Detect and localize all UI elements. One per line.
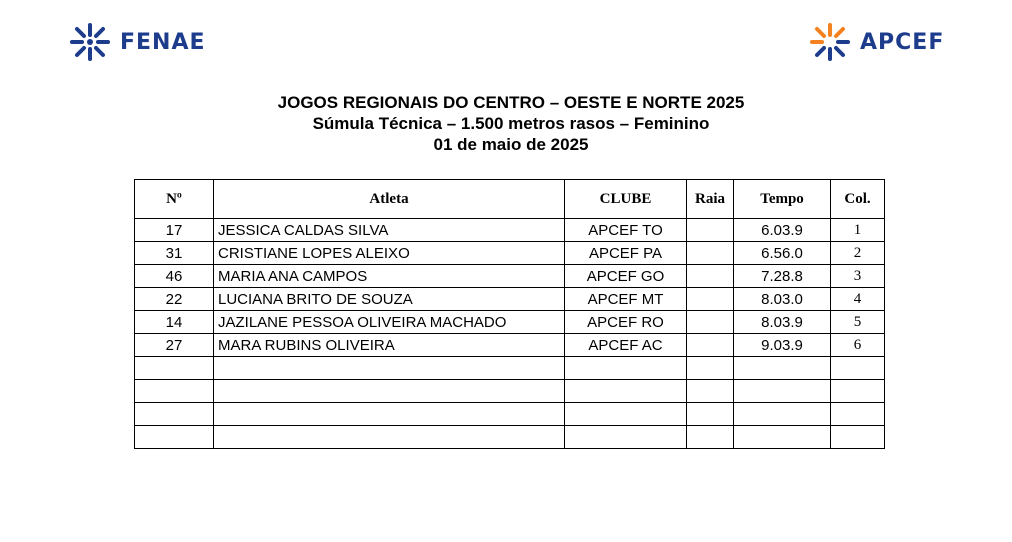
cell-num: 22 xyxy=(135,288,214,311)
cell-clube xyxy=(565,380,687,403)
fenae-star-icon xyxy=(68,22,112,62)
cell-clube: APCEF AC xyxy=(565,334,687,357)
cell-raia xyxy=(687,403,734,426)
event-title: JOGOS REGIONAIS DO CENTRO – OESTE E NORTE 2025 xyxy=(277,93,745,112)
table-row xyxy=(135,403,885,426)
cell-tempo xyxy=(734,357,831,380)
cell-atleta: CRISTIANE LOPES ALEIXO xyxy=(214,242,565,265)
table-row xyxy=(135,265,885,288)
cell-num: 17 xyxy=(135,219,214,242)
cell-num: 46 xyxy=(135,265,214,288)
apcef-logo xyxy=(808,22,944,62)
table-header-row xyxy=(135,180,885,219)
cell-num: 14 xyxy=(135,311,214,334)
cell-clube xyxy=(565,426,687,449)
cell-atleta: JESSICA CALDAS SILVA xyxy=(214,219,565,242)
cell-tempo: 7.28.8 xyxy=(734,265,831,288)
column-header-raia: Raia xyxy=(687,180,734,219)
table-row xyxy=(135,288,885,311)
cell-clube: APCEF RO xyxy=(565,311,687,334)
cell-raia xyxy=(687,380,734,403)
cell-col xyxy=(831,426,885,449)
cell-atleta xyxy=(214,380,565,403)
column-header-atleta: Atleta xyxy=(214,180,565,219)
cell-tempo: 6.56.0 xyxy=(734,242,831,265)
event-date: 01 de maio de 2025 xyxy=(433,135,589,154)
table-row xyxy=(135,311,885,334)
column-header-clube: CLUBE xyxy=(565,180,687,219)
cell-col xyxy=(831,357,885,380)
cell-raia xyxy=(687,288,734,311)
fenae-logo xyxy=(68,22,206,62)
table-row xyxy=(135,219,885,242)
cell-col: 4 xyxy=(831,288,885,311)
column-header-col: Col. xyxy=(831,180,885,219)
cell-tempo xyxy=(734,426,831,449)
cell-atleta: MARIA ANA CAMPOS xyxy=(214,265,565,288)
apcef-logo-text: APCEF xyxy=(860,29,945,55)
apcef-star-icon xyxy=(808,22,852,62)
cell-atleta xyxy=(214,426,565,449)
cell-raia xyxy=(687,265,734,288)
cell-num xyxy=(135,403,214,426)
cell-num: 27 xyxy=(135,334,214,357)
cell-col: 5 xyxy=(831,311,885,334)
cell-col: 6 xyxy=(831,334,885,357)
cell-col: 3 xyxy=(831,265,885,288)
column-header-tempo: Tempo xyxy=(734,180,831,219)
cell-raia xyxy=(687,357,734,380)
cell-tempo xyxy=(734,380,831,403)
cell-tempo: 8.03.9 xyxy=(734,311,831,334)
cell-col: 2 xyxy=(831,242,885,265)
cell-clube xyxy=(565,403,687,426)
column-header-num: Nº xyxy=(135,180,214,219)
cell-col xyxy=(831,403,885,426)
cell-num xyxy=(135,426,214,449)
cell-atleta xyxy=(214,357,565,380)
cell-raia xyxy=(687,426,734,449)
cell-clube: APCEF PA xyxy=(565,242,687,265)
cell-atleta: LUCIANA BRITO DE SOUZA xyxy=(214,288,565,311)
cell-tempo: 8.03.0 xyxy=(734,288,831,311)
event-subtitle: Súmula Técnica – 1.500 metros rasos – Feminino xyxy=(312,114,710,133)
table-row xyxy=(135,357,885,380)
cell-col xyxy=(831,380,885,403)
cell-raia xyxy=(687,219,734,242)
results-table xyxy=(134,179,885,449)
table-row xyxy=(135,426,885,449)
table-row xyxy=(135,334,885,357)
cell-raia xyxy=(687,242,734,265)
document-header xyxy=(0,92,1012,155)
cell-clube: APCEF MT xyxy=(565,288,687,311)
table-row xyxy=(135,380,885,403)
cell-clube: APCEF TO xyxy=(565,219,687,242)
cell-num: 31 xyxy=(135,242,214,265)
cell-num xyxy=(135,380,214,403)
cell-atleta: MARA RUBINS OLIVEIRA xyxy=(214,334,565,357)
cell-col: 1 xyxy=(831,219,885,242)
cell-num xyxy=(135,357,214,380)
cell-tempo: 9.03.9 xyxy=(734,334,831,357)
table-row xyxy=(135,242,885,265)
cell-clube xyxy=(565,357,687,380)
cell-tempo xyxy=(734,403,831,426)
cell-atleta: JAZILANE PESSOA OLIVEIRA MACHADO xyxy=(214,311,565,334)
fenae-logo-text: FENAE xyxy=(120,29,206,55)
cell-atleta xyxy=(214,403,565,426)
cell-raia xyxy=(687,334,734,357)
cell-clube: APCEF GO xyxy=(565,265,687,288)
cell-raia xyxy=(687,311,734,334)
cell-tempo: 6.03.9 xyxy=(734,219,831,242)
